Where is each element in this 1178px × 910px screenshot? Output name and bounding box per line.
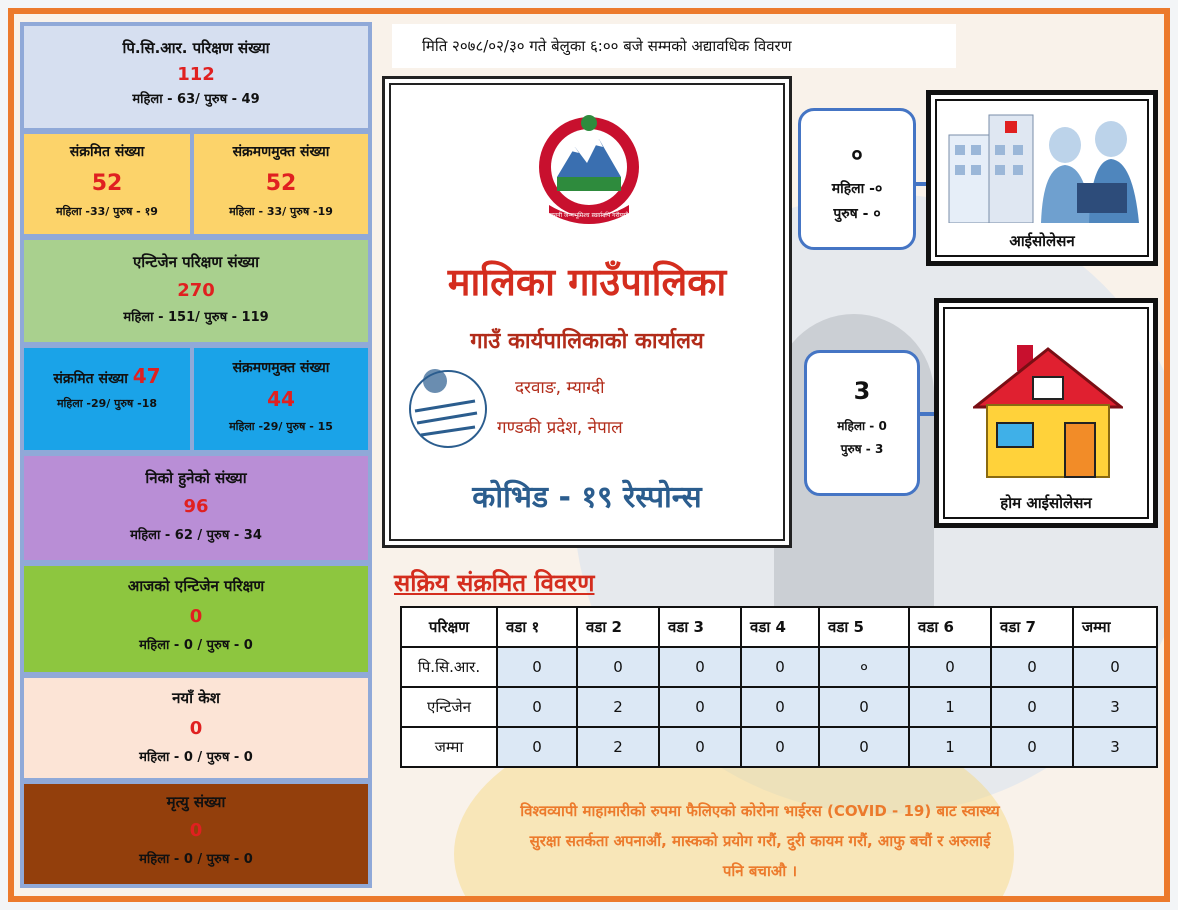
table-cell: 0 [497,727,577,767]
address-line-1: दरवाङ, म्याग्दी [515,378,605,398]
antigen-number: 270 [177,280,215,301]
deaths-number: 0 [189,820,203,841]
cured-title: निको हुनेको संख्या [145,469,247,487]
table-cell: 1 [909,687,991,727]
table-cell: 0 [991,687,1073,727]
new-cases-box [24,678,368,778]
table-cell: 0 [659,727,741,767]
table-cell: 0 [1073,647,1157,687]
recovered-a-title: संक्रमणमुक्त संख्या [232,144,330,160]
new-cases-split: महिला - 0 / पुरुष - 0 [139,750,253,765]
isolation-picture-box [926,90,1158,266]
active-cases-title: सक्रिय संक्रमित विवरण [394,569,595,597]
antigen-box [24,240,368,342]
table-cell: 0 [497,687,577,727]
awareness-line-2: सुरक्षा सतर्कता अपनाऔं, मास्कको प्रयोग गरौं, दुरी कायम गरौं, आफु बचौं र अरुलाई [529,832,991,850]
row-label: जम्मा [401,727,497,767]
today-antigen-split: महिला - 0 / पुरुष - 0 [139,638,253,653]
table-cell: 2 [577,687,659,727]
pcr-number: 112 [177,64,215,85]
isolation-stat-box [798,108,916,250]
deaths-box [24,784,368,884]
infected-a-split: महिला -33/ पुरुष - १9 [56,205,158,218]
recovered-a-box [194,134,368,234]
row-label: एन्टिजेन [401,687,497,727]
infected-a-title: संक्रमित संख्या [69,144,145,160]
new-cases-title: नयाँ केश [172,689,220,707]
isolation-label: आईसोलेसन [1009,232,1075,250]
awareness-line-1: विश्वव्यापी माहामारीको रुपमा फैलिएको कोरोना भाईरस (COVID - 19) बाट स्वास्थ्य [520,802,1000,820]
table-row [401,687,1157,727]
table-cell: 0 [577,647,659,687]
recovered-b-box [194,348,368,450]
covid-response-title: कोभिड - १९ रेस्पोन्स [472,480,702,515]
table-cell: 0 [819,727,909,767]
table-cell: 0 [991,647,1073,687]
pcr-title: पि.सि.आर. परिक्षण संख्या [122,39,270,57]
infected-b-box [24,348,190,450]
antigen-split: महिला - 151/ पुरुष - 119 [123,310,269,325]
address-line-2: गण्डकी प्रदेश, नेपाल [497,418,623,438]
table-cell: 0 [497,647,577,687]
pcr-box [24,26,368,128]
isolation-male: पुरुष - ० [833,206,881,222]
table-cell: 0 [741,647,819,687]
table-cell: 1 [909,727,991,767]
active-cases-table [400,606,1158,768]
table-row [401,647,1157,687]
hospital-doctors-icon [943,105,1143,223]
home-isolation-female: महिला - 0 [837,419,887,433]
recovered-b-split: महिला -29/ पुरुष - 15 [229,420,333,433]
home-isolation-count: 3 [853,377,871,405]
table-cell: 0 [659,647,741,687]
pcr-split: महिला - 63/ पुरुष - 49 [132,92,260,107]
emblem-motto: जननी जन्मभूमिश्च स्वर्गादपि गरीयसी [549,212,629,219]
header-ward-7: वडा 7 [991,607,1073,647]
infected-b-split: महिला -29/ पुरुष -18 [56,397,157,410]
header-ward-2: वडा 2 [577,607,659,647]
isolation-count: ० [851,143,863,168]
table-cell: 0 [819,687,909,727]
cured-split: महिला - 62 / पुरुष - 34 [130,528,262,543]
header-ward-6: वडा 6 [909,607,991,647]
date-bar: मिति २०७८/०२/३० गते बेलुका ६:०० बजे सम्मको अद्यावधिक विवरण [392,24,956,68]
infected-a-box [24,134,190,234]
cured-box [24,456,368,560]
municipality-card [382,76,792,548]
cured-number: 96 [183,496,209,517]
table-cell: 0 [909,647,991,687]
new-cases-number: 0 [189,718,203,739]
deaths-split: महिला - 0 / पुरुष - 0 [139,852,253,867]
row-label: पि.सि.आर. [401,647,497,687]
today-antigen-number: 0 [189,606,203,627]
header-test: परिक्षण [401,607,497,647]
table-row [401,727,1157,767]
house-icon [973,341,1123,481]
antigen-title: एन्टिजेन परिक्षण संख्या [133,253,259,271]
awareness-line-3: पनि बचाऔ । [722,862,798,880]
home-isolation-stat-box [804,350,920,496]
table-cell: 0 [741,687,819,727]
infected-a-number: 52 [91,171,123,196]
awareness-message [400,796,1120,886]
today-antigen-box [24,566,368,672]
recovered-b-number: 44 [267,387,295,411]
deaths-title: मृत्यु संख्या [166,793,226,811]
header-ward-4: वडा 4 [741,607,819,647]
office-subtitle: गाउँ कार्यपालिकाको कार्यालय [470,329,704,354]
isolation-female: महिला -० [831,181,883,197]
table-cell: 2 [577,727,659,767]
recovered-a-split: महिला - 33/ पुरुष -19 [229,205,333,218]
infected-b-heading [24,364,190,388]
nepal-emblem-icon [517,109,661,229]
infected-b-number: 47 [132,364,161,388]
municipality-title: मालिका गाउँपालिका [447,260,727,304]
stats-panel [20,22,372,888]
recovered-b-title: संक्रमणमुक्त संख्या [232,360,330,376]
infected-b-title: संक्रमित संख्या [53,371,128,387]
header-total: जम्मा [1073,607,1157,647]
table-cell: 0 [991,727,1073,767]
table-cell: 0 [741,727,819,767]
municipality-seal-icon [405,361,491,451]
table-cell: ० [819,647,909,687]
header-ward-3: वडा 3 [659,607,741,647]
recovered-a-number: 52 [265,171,297,196]
header-ward-5: वडा 5 [819,607,909,647]
table-cell: 3 [1073,727,1157,767]
table-header-row [401,607,1157,647]
table-cell: 0 [659,687,741,727]
today-antigen-title: आजको एन्टिजेन परिक्षण [127,577,265,595]
table-cell: 3 [1073,687,1157,727]
home-isolation-male: पुरुष - 3 [840,442,884,456]
header-ward-1: वडा १ [497,607,577,647]
home-isolation-label: होम आईसोलेसन [1000,494,1092,512]
home-isolation-picture-box [934,298,1158,528]
